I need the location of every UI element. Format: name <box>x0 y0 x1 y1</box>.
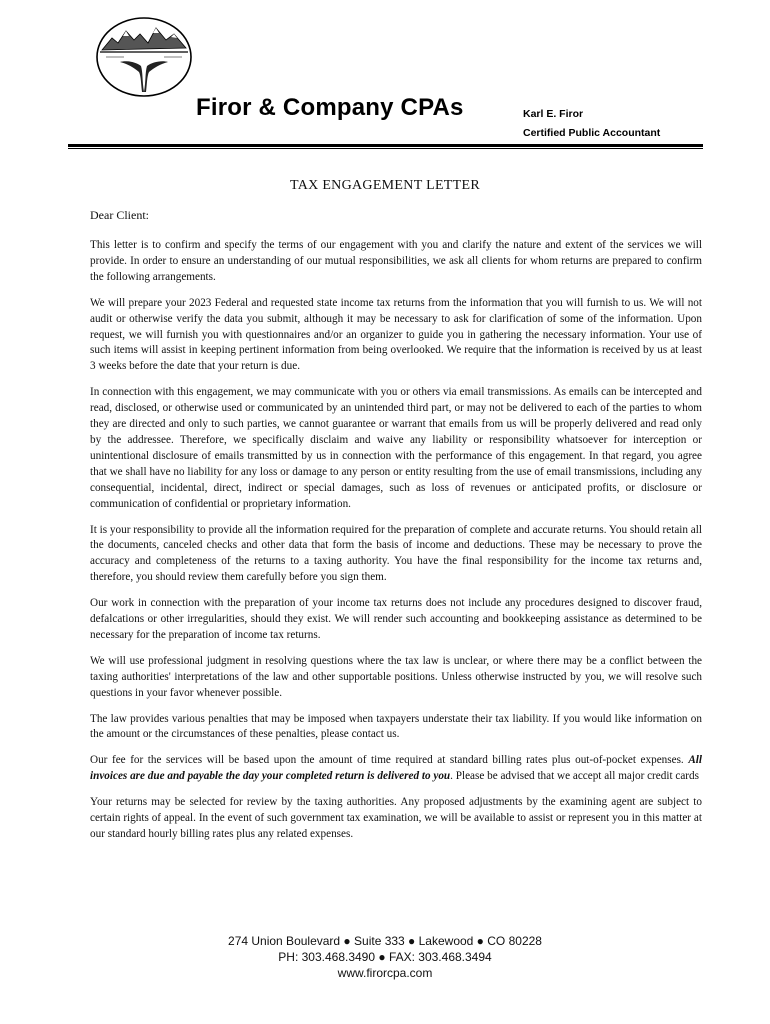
fees-text-end: . Please be advised that we accept all major credit cards <box>450 770 699 783</box>
footer-phone-fax: PH: 303.468.3490 ● FAX: 303.468.3494 <box>278 950 492 964</box>
document-title: TAX ENGAGEMENT LETTER <box>289 178 480 193</box>
header-rule <box>68 144 703 147</box>
firm-logo <box>94 16 194 98</box>
paragraph-fees <box>90 753 702 785</box>
paragraph-email: In connection with this engagement, we may communicate with you or others via email transmissions. As emails can be intercepted and read, disclosed, or otherwise used or communicated by an unintended third part, or may not be delivered to each of the parties to whom they are directed and only to such parties, we cannot guarantee or warrant that emails from us will be properly delivered and read only by the addressee. Therefore, we specifically disclaim and waive any liability or responsibility whatsoever for interception or unintentional disclosure of emails transmitted by us in connection with the performance of this engagement. In that regard, you agree that we shall have no liability for any loss or damage to any person or entity resulting from the use of email transmissions, including any consequential, incidental, direct, indirect or special damages, such as loss of revenues or anticipated profits, or disclosure or communication of confidential or proprietary information. <box>90 386 702 510</box>
footer <box>0 933 770 981</box>
cpa-title: Certified Public Accountant <box>523 127 661 139</box>
firm-name: Firor & Company CPAs <box>196 94 464 121</box>
paragraph-review: Your returns may be selected for review by the taxing authorities. Any proposed adjustments by the examining agent are subject to certain rights of appeal. In the event of such government tax examination, we will be available to assist or represent you in this matter at our standard hourly billing rates plus any related expenses. <box>90 796 702 840</box>
paragraph-fraud: Our work in connection with the preparation of your income tax returns does not include any procedures designed to discover fraud, defalcations or other irregularities, should they exist. We will render such accounting and bookkeeping assistance as determined to be necessary for the preparation of income tax returns. <box>90 597 702 641</box>
paragraph-purpose: This letter is to confirm and specify the terms of our engagement with you and clarify the nature and extent of the services we will provide. In order to ensure an understanding of our mutual responsibilities, we ask all clients for whom returns are prepared to confirm the following arrangements. <box>90 239 702 283</box>
cpa-name: Karl E. Firor <box>523 108 584 120</box>
paragraph-preparation: We will prepare your 2023 Federal and requested state income tax returns from the information that you will furnish to us. We will not audit or otherwise verify the data you submit, although it may be necessary to ask for clarification of some of the information. Upon request, we will furnish you with questionnaires and/or an organizer to guide you in gathering the necessary information. Your use of such items will assist in keeping pertinent information from being overlooked. We require that the information is received by us at least 3 weeks before the date that your return is due. <box>90 296 702 373</box>
letter-body <box>90 207 702 853</box>
salutation: Dear Client: <box>90 208 149 222</box>
fees-emphasis: All invoices are due and payable the day your completed return is delivered to you <box>90 754 702 783</box>
footer-address: 274 Union Boulevard ● Suite 333 ● Lakewood ● CO 80228 <box>228 934 542 948</box>
footer-website: www.firorcpa.com <box>337 966 433 980</box>
fees-text-start: Our fee for the services will be based upon the amount of time required at standard billing rates plus out-of-pocket expenses. <box>90 754 689 767</box>
paragraph-penalties: The law provides various penalties that may be imposed when taxpayers understate their tax liability. If you would like information on the amount or the circumstances of these penalties, please contact us. <box>90 712 702 741</box>
paragraph-judgment: We will use professional judgment in resolving questions where the tax law is unclear, or where there may be a conflict between the taxing authorities' interpretations of the law and other supportable positions. Unless otherwise instructed by you, we will resolve such questions in your favor whenever possible. <box>90 654 702 699</box>
header-rule-thin <box>68 148 703 149</box>
paragraph-responsibility: It is your responsibility to provide all the information required for the preparation of complete and accurate returns. You should retain all the documents, canceled checks and other data that form the basis of income and deductions. These may be necessary to prove the accuracy and completeness of the returns to a taxing authority. You have the final responsibility for the income tax returns and, therefore, you should review them carefully before you sign them. <box>90 523 702 584</box>
